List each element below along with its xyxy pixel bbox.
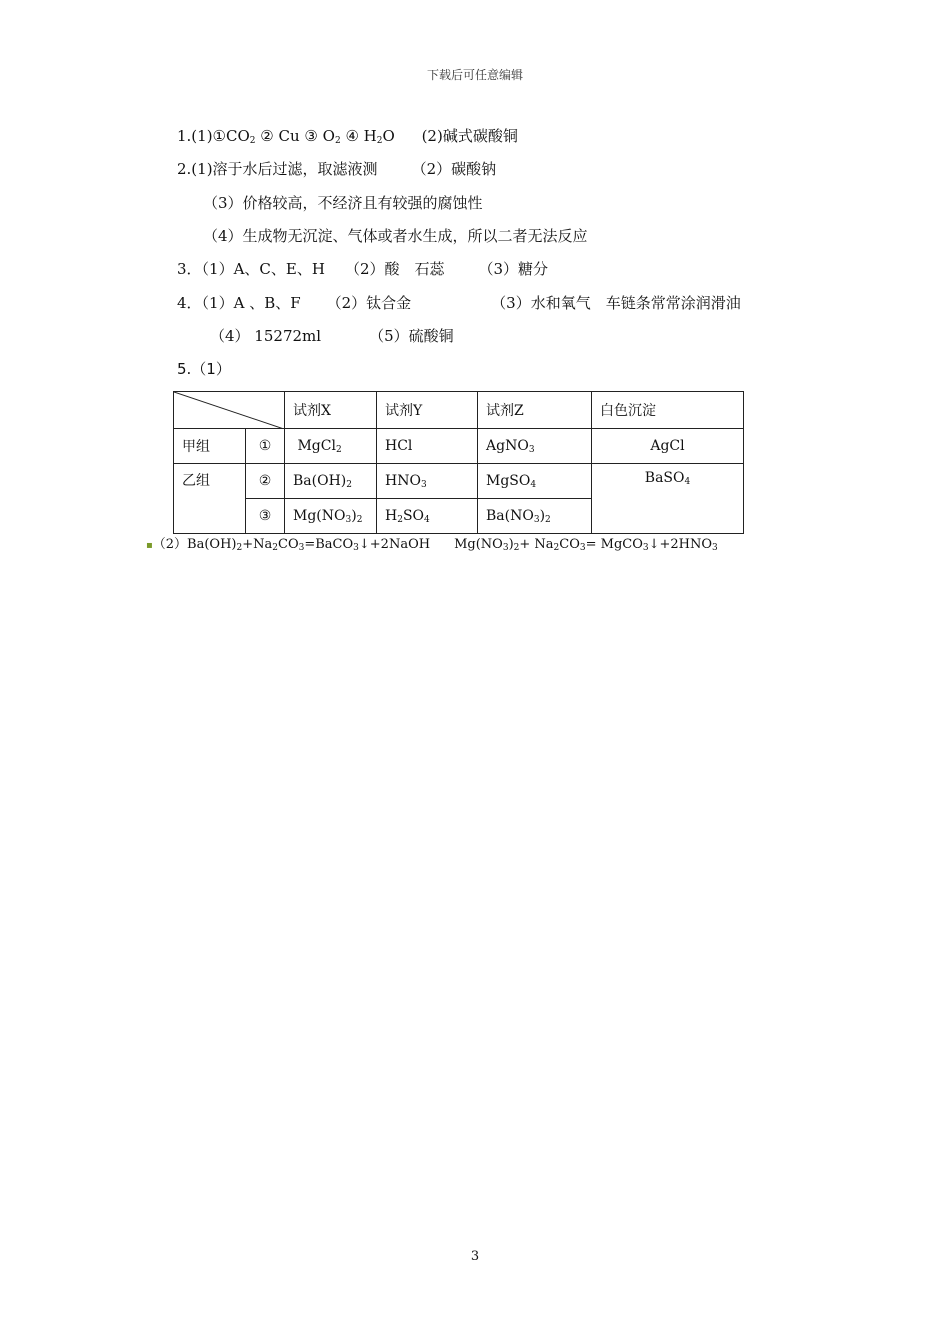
format-mark-icon: ▪ bbox=[146, 540, 153, 551]
text: Mg(NO bbox=[293, 508, 346, 524]
text: SO bbox=[402, 508, 425, 524]
page-number: 3 bbox=[470, 1249, 480, 1264]
subscript: 2 bbox=[236, 543, 243, 553]
table-cell bbox=[285, 499, 377, 534]
subscript: 2 bbox=[346, 480, 352, 490]
table-row bbox=[174, 429, 744, 464]
text: + Na bbox=[519, 537, 554, 552]
text: ) bbox=[539, 508, 546, 524]
header-cell: 试剂Y bbox=[377, 392, 478, 429]
text: 3．（1）A、C、E、H bbox=[177, 260, 325, 278]
page-header: 下载后可任意编辑 bbox=[426, 68, 523, 82]
row-number: ② bbox=[246, 464, 285, 499]
text: CO bbox=[559, 537, 580, 552]
text: （2）钛合金 bbox=[326, 294, 412, 312]
text: Ba(OH) bbox=[293, 473, 347, 489]
table-cell: AgCl bbox=[592, 429, 744, 464]
text: H bbox=[385, 508, 398, 524]
row-number: ③ bbox=[246, 499, 285, 534]
subscript: 2 bbox=[376, 136, 383, 146]
answer-2-3: （3）价格较高，不经济且有较强的腐蚀性 bbox=[203, 194, 483, 212]
text: Mg(NO bbox=[454, 537, 503, 552]
group-label: 甲组 bbox=[174, 429, 246, 464]
text: (2)碱式碳酸铜 bbox=[421, 127, 518, 145]
subscript: 2 bbox=[335, 445, 342, 455]
subscript: 3 bbox=[298, 543, 305, 553]
text: （5）硫酸铜 bbox=[369, 327, 454, 345]
text: ↓+2NaOH bbox=[358, 537, 431, 552]
subscript: 3 bbox=[420, 480, 427, 490]
subscript: 2 bbox=[513, 543, 520, 553]
header-cell: 白色沉淀 bbox=[592, 392, 744, 429]
text: （2）碳酸钠 bbox=[411, 160, 497, 178]
text: 1.(1)①CO bbox=[177, 127, 250, 145]
table-cell bbox=[285, 429, 377, 464]
answer-1 bbox=[177, 126, 518, 146]
text: MgSO bbox=[486, 473, 531, 489]
table-cell bbox=[377, 499, 478, 534]
header-cell: 试剂Z bbox=[478, 392, 592, 429]
text: MgCl bbox=[297, 438, 336, 454]
answer-3 bbox=[177, 259, 548, 279]
text: =BaCO bbox=[304, 537, 354, 552]
text: Ba(NO bbox=[486, 508, 534, 524]
text: ↓+2HNO bbox=[648, 537, 713, 552]
diagonal-line bbox=[174, 392, 284, 429]
answer-2 bbox=[177, 159, 496, 179]
table-cell bbox=[377, 464, 478, 499]
subscript: 3 bbox=[712, 543, 718, 553]
text: ) bbox=[508, 537, 514, 552]
text: HNO bbox=[385, 473, 421, 489]
text: +Na bbox=[242, 537, 273, 552]
subscript: 2 bbox=[334, 136, 341, 146]
text: O bbox=[382, 127, 395, 145]
subscript: 3 bbox=[533, 515, 540, 525]
subscript: 3 bbox=[353, 543, 359, 553]
subscript: 2 bbox=[249, 136, 256, 146]
text: BaSO bbox=[644, 470, 685, 486]
answer-4 bbox=[177, 293, 741, 313]
subscript: 3 bbox=[345, 515, 352, 525]
header-cell: 试剂X bbox=[285, 392, 377, 429]
table-cell: HCl bbox=[377, 429, 478, 464]
subscript: 3 bbox=[502, 543, 509, 553]
diagonal-header-cell bbox=[174, 392, 285, 429]
table-cell bbox=[478, 429, 592, 464]
text: CO bbox=[278, 537, 299, 552]
text: （3）糖分 bbox=[478, 260, 549, 278]
text: （3）水和氧气 车链条常常涂润滑油 bbox=[491, 294, 741, 312]
text: （2）Ba(OH) bbox=[152, 537, 237, 552]
group-label: 乙组 bbox=[174, 464, 246, 534]
subscript: 3 bbox=[642, 543, 649, 553]
table-cell bbox=[478, 499, 592, 534]
text: ) bbox=[351, 508, 357, 524]
table-cell bbox=[478, 464, 592, 499]
table-row bbox=[174, 392, 744, 429]
subscript: 2 bbox=[545, 515, 551, 525]
subscript: 3 bbox=[579, 543, 586, 553]
text: 4．（1）A 、B、F bbox=[177, 294, 301, 312]
text: （4） 15272ml bbox=[210, 327, 322, 345]
subscript: 4 bbox=[684, 477, 691, 487]
subscript: 2 bbox=[356, 515, 363, 525]
subscript: 2 bbox=[553, 543, 560, 553]
answer-4-cont bbox=[210, 326, 454, 346]
text: （2）酸 石蕊 bbox=[344, 260, 445, 278]
row-number: ① bbox=[246, 429, 285, 464]
table-row bbox=[174, 464, 744, 499]
text: ④ H bbox=[345, 127, 377, 145]
answer-5-equations bbox=[146, 535, 718, 556]
reagent-table bbox=[173, 391, 744, 534]
subscript: 2 bbox=[397, 515, 403, 525]
table-cell bbox=[285, 464, 377, 499]
subscript: 2 bbox=[272, 543, 278, 553]
table-cell bbox=[592, 464, 744, 534]
text: = MgCO bbox=[585, 537, 643, 552]
text: ② Cu ③ O bbox=[260, 127, 335, 145]
subscript: 4 bbox=[424, 515, 430, 525]
answer-5: 5.（1） bbox=[177, 360, 231, 378]
text: AgNO bbox=[486, 438, 529, 454]
text: 2.(1)溶于水后过滤，取滤液测 bbox=[177, 160, 378, 178]
subscript: 3 bbox=[528, 445, 535, 455]
subscript: 4 bbox=[530, 480, 537, 490]
answer-2-4: （4）生成物无沉淀、气体或者水生成，所以二者无法反应 bbox=[203, 227, 588, 245]
